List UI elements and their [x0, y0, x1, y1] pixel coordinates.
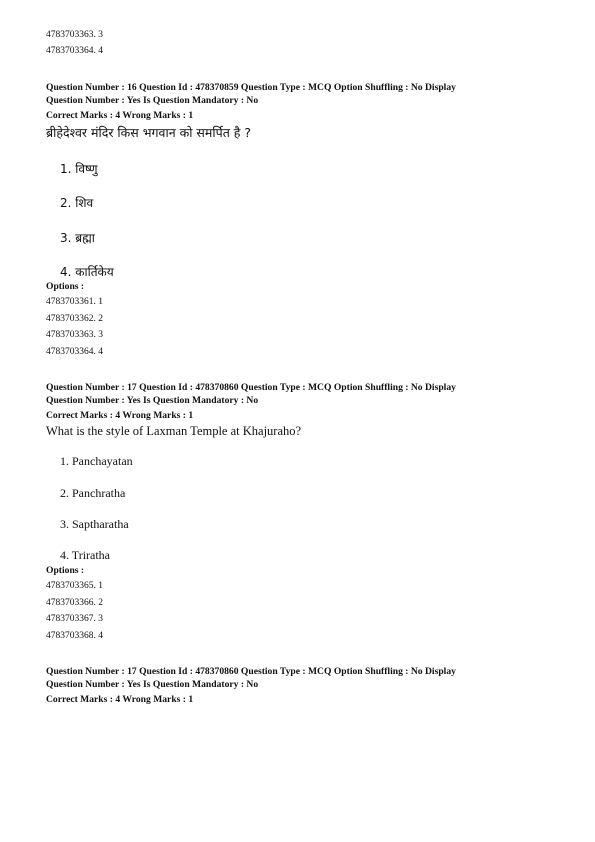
answer-choice: 4. कार्तिकेय: [60, 265, 114, 279]
question-header-mandatory: Question Number : Yes Is Question Mandatory : No: [46, 395, 259, 406]
option-id: 4783703368. 4: [46, 631, 103, 641]
question-marks: Correct Marks : 4 Wrong Marks : 1: [46, 410, 194, 421]
options-label: Options :: [46, 281, 85, 292]
option-id: 4783703362. 2: [46, 314, 103, 324]
question-header-mandatory: Question Number : Yes Is Question Mandatory : No: [46, 95, 259, 106]
option-id: 4783703361. 1: [46, 297, 103, 307]
answer-choice: 2. Panchratha: [60, 486, 126, 500]
question-marks: Correct Marks : 4 Wrong Marks : 1: [46, 110, 194, 121]
question-header: Question Number : 16 Question Id : 478370859 Question Type : MCQ Option Shuffling : No Display: [46, 82, 456, 93]
answer-choice: 3. ब्रह्मा: [60, 231, 95, 245]
question-header-mandatory: Question Number : Yes Is Question Mandatory : No: [46, 679, 259, 690]
option-id: 4783703363. 3: [46, 30, 103, 40]
option-id: 4783703364. 4: [46, 46, 103, 56]
option-id: 4783703366. 2: [46, 598, 103, 608]
question-header: Question Number : 17 Question Id : 478370860 Question Type : MCQ Option Shuffling : No Display: [46, 382, 456, 393]
question-marks: Correct Marks : 4 Wrong Marks : 1: [46, 694, 194, 705]
answer-choice: 2. शिव: [60, 196, 94, 210]
answer-choice: 4. Triratha: [60, 548, 111, 562]
answer-choice: 3. Saptharatha: [60, 517, 129, 531]
question-text: What is the style of Laxman Temple at Khajuraho?: [46, 424, 302, 438]
option-id: 4783703367. 3: [46, 614, 103, 624]
option-id: 4783703364. 4: [46, 347, 103, 357]
question-text: ब्रीहेदेश्वर मंदिर किस भगवान को समर्पित है ?: [46, 125, 252, 140]
answer-choice: 1. विष्णु: [60, 162, 98, 176]
options-label: Options :: [46, 565, 85, 576]
option-id: 4783703363. 3: [46, 330, 103, 340]
answer-choice: 1. Panchayatan: [60, 454, 133, 468]
option-id: 4783703365. 1: [46, 581, 103, 591]
question-header: Question Number : 17 Question Id : 478370860 Question Type : MCQ Option Shuffling : No Display: [46, 666, 456, 677]
